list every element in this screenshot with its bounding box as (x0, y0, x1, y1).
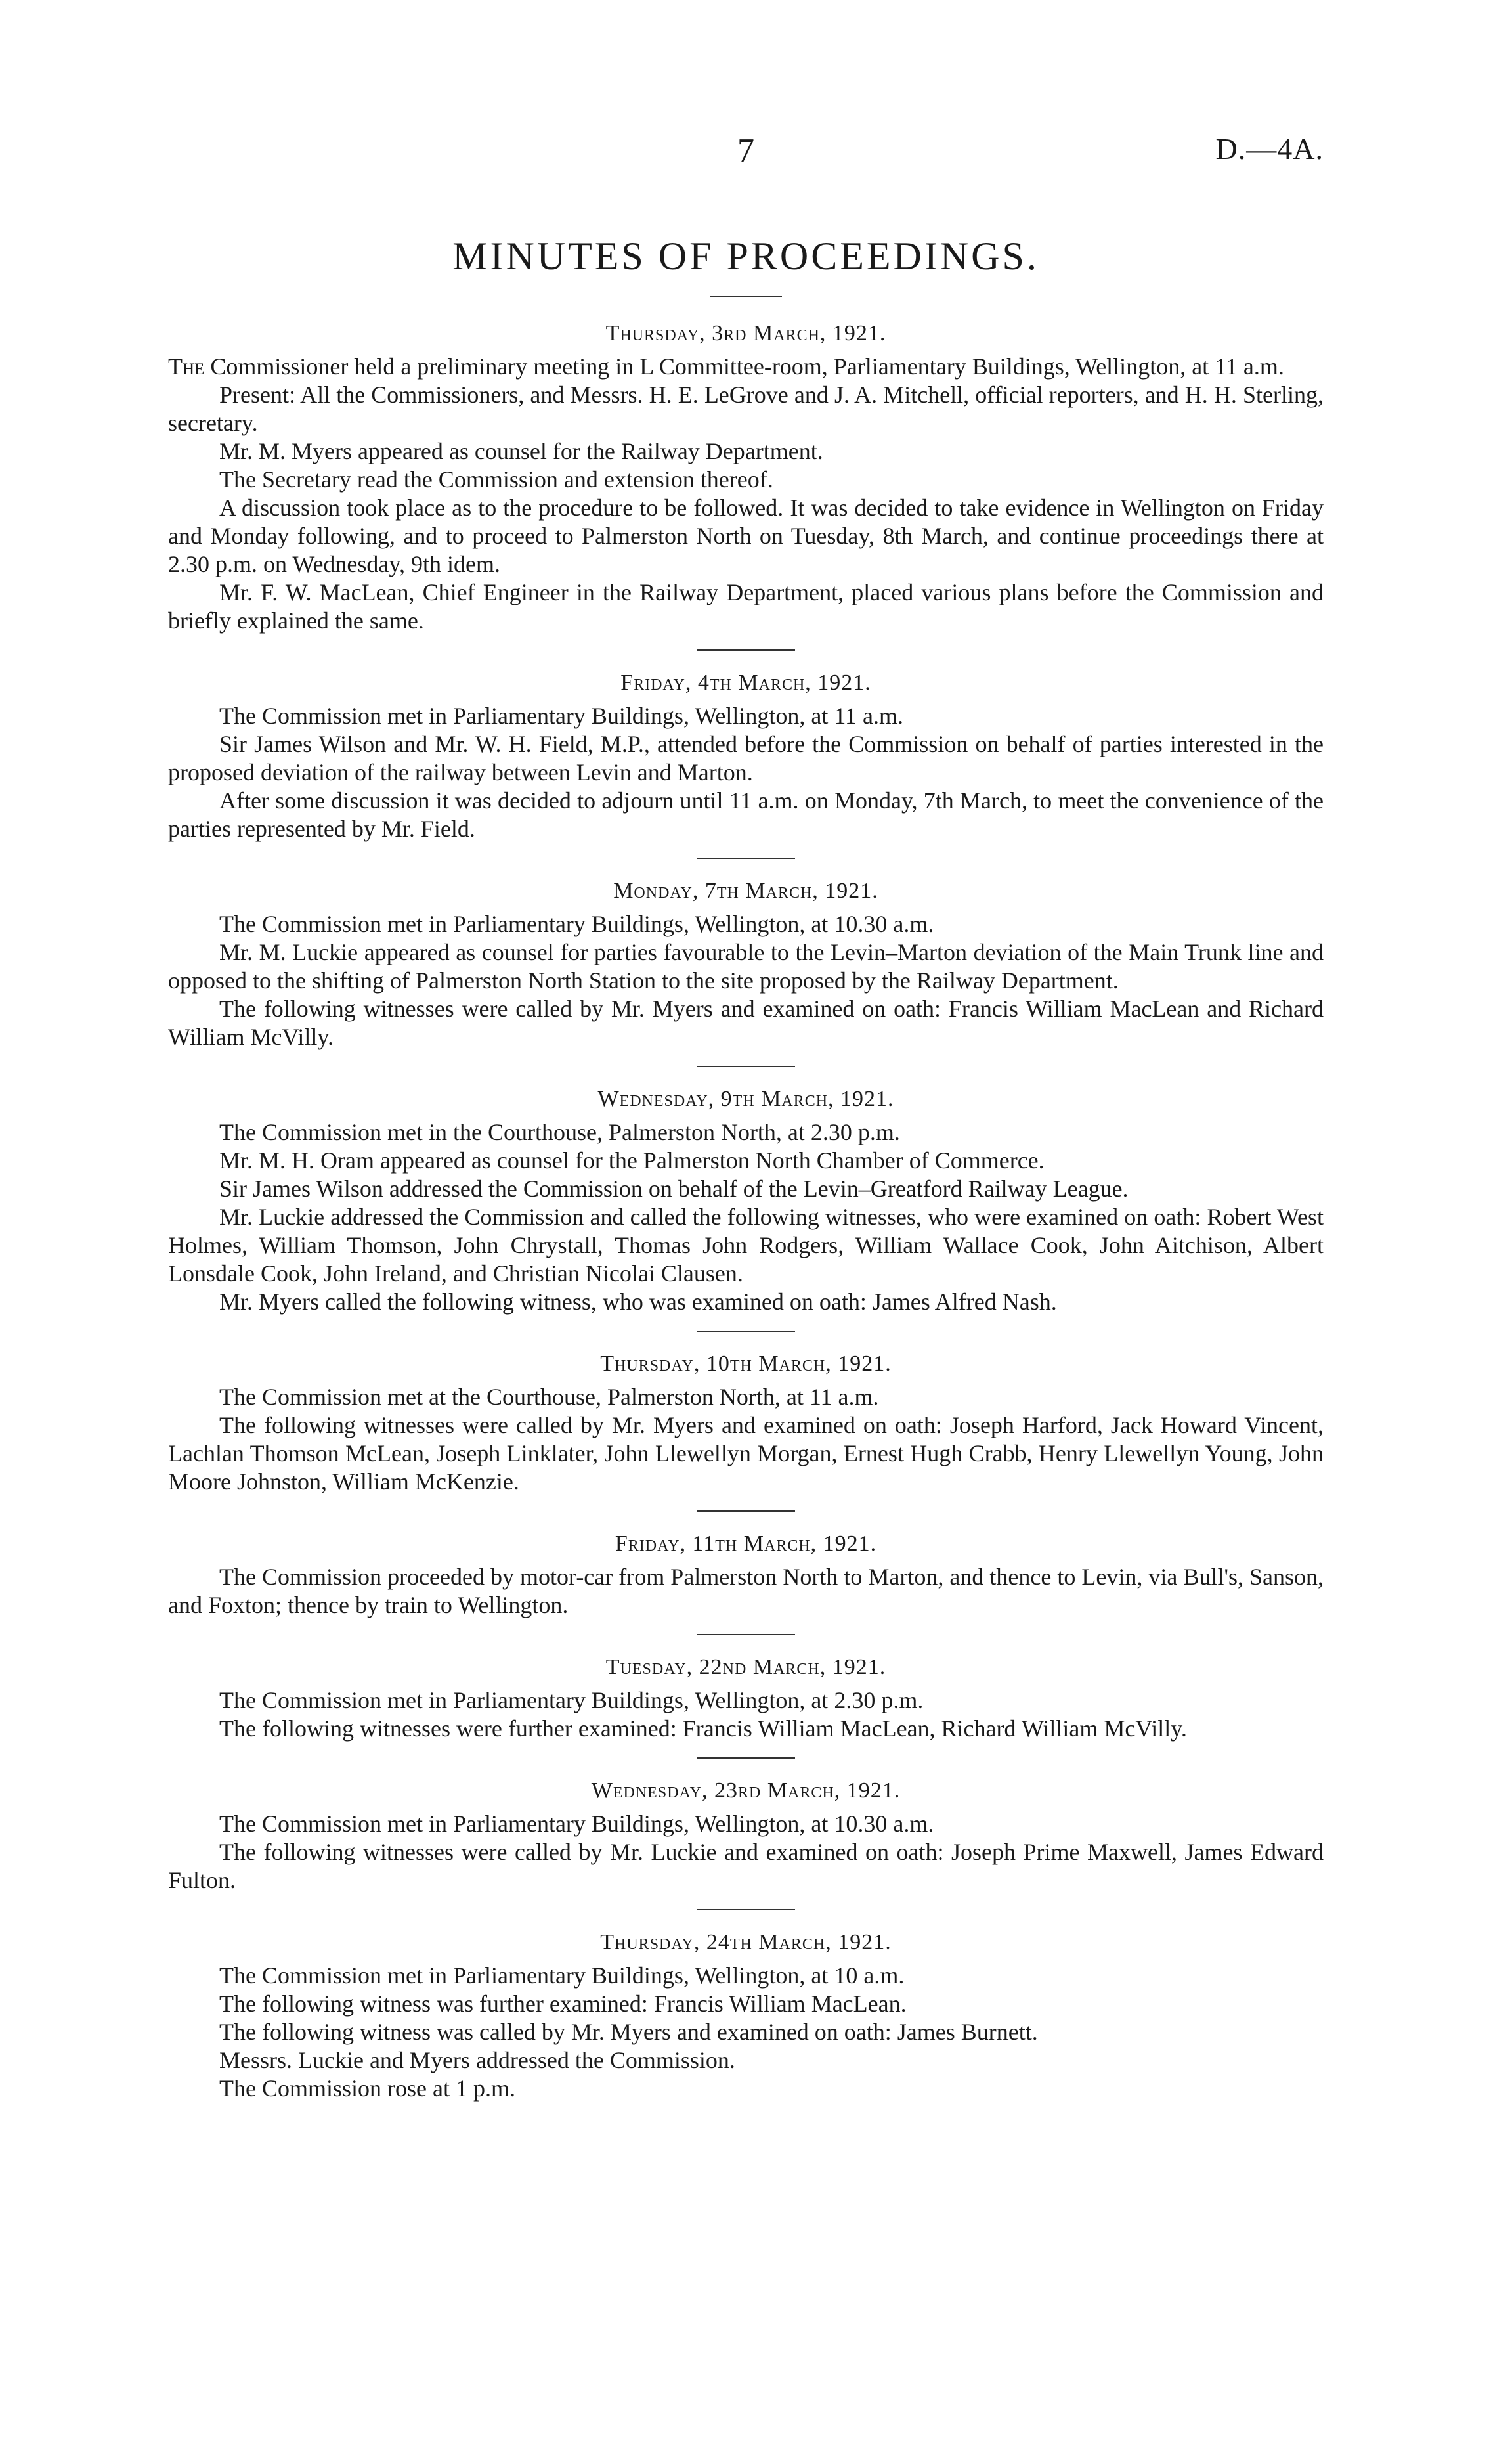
paragraph-text: Commissioner held a preliminary meeting in L Committee-room, Parliamentary Buildings, Wellington, at 11 a.m. (210, 353, 1284, 380)
minutes-paragraph: The Secretary read the Commission and extension thereof. (219, 466, 773, 493)
document-reference: D.—4A. (1215, 132, 1324, 165)
section-date: Wednesday, 9th March, 1921. (597, 1087, 894, 1111)
minutes-paragraph: Mr. M. Luckie appeared as counsel for parties favourable to the Levin–Marton deviation of the Main Trunk line and opposed to the shifting of Palmerston North Station to the site proposed by the Railway Department. (168, 939, 1324, 994)
lead-word: The (168, 353, 205, 380)
minutes-section (168, 1930, 1324, 2103)
section-date: Monday, 7th March, 1921. (613, 879, 878, 903)
minutes-paragraph: The Commission met in Parliamentary Buildings, Wellington, at 11 a.m. (219, 703, 903, 729)
section-divider (697, 1757, 795, 1759)
minutes-paragraph: The Commission met in Parliamentary Buildings, Wellington, at 10.30 a.m. (219, 1811, 934, 1837)
minutes-paragraph: The Commission met in Parliamentary Buildings, Wellington, at 2.30 p.m. (219, 1687, 924, 1713)
minutes-paragraph: Mr. Luckie addressed the Commission and called the following witnesses, who were examined on oath: Robert West Holmes, William Thomson, John Chrystall, Thomas John Rodgers, William Wallace Cook, John Aitchison, Albert Lonsdale Cook, John Ireland, and Christian Nicolai Clausen. (168, 1204, 1324, 1287)
minutes-paragraph: The Commission met in the Courthouse, Palmerston North, at 2.30 p.m. (219, 1119, 900, 1145)
minutes-paragraph: Mr. F. W. MacLean, Chief Engineer in the Railway Department, placed various plans before the Commission and briefly explained the same. (168, 579, 1324, 634)
page-number: 7 (737, 132, 754, 169)
minutes-paragraph: The following witnesses were called by Mr. Myers and examined on oath: Joseph Harford, Jack Howard Vincent, Lachlan Thomson McLean, Joseph Linklater, John Llewellyn Morgan, Ernest Hugh Crabb, Henry Llewellyn Young, John Moore Johnston, William McKenzie. (168, 1412, 1324, 1495)
minutes-paragraph: Mr. Myers called the following witness, who was examined on oath: James Alfred Nash. (219, 1288, 1057, 1315)
minutes-section (168, 879, 1324, 1051)
minutes-section (168, 1531, 1324, 1619)
section-date: Wednesday, 23rd March, 1921. (591, 1778, 901, 1803)
page-title: MINUTES OF PROCEEDINGS. (452, 234, 1039, 278)
section-divider (697, 1909, 795, 1910)
minutes-section (168, 1778, 1324, 1895)
section-date: Thursday, 24th March, 1921. (600, 1930, 892, 1954)
section-date: Friday, 11th March, 1921. (615, 1531, 877, 1556)
minutes-paragraph: The following witnesses were further examined: Francis William MacLean, Richard William McVilly. (219, 1715, 1187, 1742)
minutes-paragraph: The following witnesses were called by Mr. Myers and examined on oath: Francis William MacLean and Richard William McVilly. (168, 996, 1324, 1050)
section-divider (697, 649, 795, 651)
minutes-paragraph: Sir James Wilson addressed the Commission on behalf of the Levin–Greatford Railway League. (219, 1176, 1129, 1202)
section-divider (697, 858, 795, 859)
minutes-section (168, 1655, 1324, 1743)
minutes-section (168, 1352, 1324, 1496)
section-divider (697, 1331, 795, 1332)
section-divider (697, 1066, 795, 1067)
minutes-paragraph: Sir James Wilson and Mr. W. H. Field, M.P., attended before the Commission on behalf of parties interested in the proposed deviation of the railway between Levin and Marton. (168, 731, 1324, 785)
minutes-paragraph: The Commission met in Parliamentary Buildings, Wellington, at 10 a.m. (219, 1962, 905, 1989)
minutes-paragraph: The Commission rose at 1 p.m. (219, 2075, 515, 2102)
minutes-section (168, 671, 1324, 843)
title-divider (710, 296, 782, 297)
minutes-section (168, 1087, 1324, 1316)
section-date: Thursday, 3rd March, 1921. (605, 321, 886, 345)
minutes-paragraph: The Commission proceeded by motor-car from Palmerston North to Marton, and thence to Levin, via Bull's, Sanson, and Foxton; thence by train to Wellington. (168, 1564, 1324, 1618)
minutes-paragraph: Present: All the Commissioners, and Messrs. H. E. LeGrove and J. A. Mitchell, official reporters, and H. H. Sterling, secretary. (168, 382, 1324, 436)
section-divider (697, 1510, 795, 1512)
minutes-paragraph: Mr. M. Myers appeared as counsel for the Railway Department. (219, 438, 823, 464)
page-header (168, 131, 1324, 184)
section-divider (697, 1634, 795, 1635)
minutes-body (168, 321, 1324, 2103)
section-date: Tuesday, 22nd March, 1921. (605, 1655, 886, 1679)
minutes-paragraph: Mr. M. H. Oram appeared as counsel for the Palmerston North Chamber of Commerce. (219, 1147, 1045, 1174)
section-date: Thursday, 10th March, 1921. (600, 1352, 892, 1376)
section-date: Friday, 4th March, 1921. (620, 671, 871, 695)
minutes-paragraph: The following witness was called by Mr. Myers and examined on oath: James Burnett. (219, 2019, 1038, 2045)
minutes-paragraph: A discussion took place as to the procedure to be followed. It was decided to take evidence in Wellington on Friday and Monday following, and to proceed to Palmerston North on Tuesday, 8th March, and continue proceedings there at 2.30 p.m. on Wednesday, 9th idem. (168, 495, 1324, 577)
minutes-paragraph: After some discussion it was decided to adjourn until 11 a.m. on Monday, 7th March, to meet the convenience of the parties represented by Mr. Field. (168, 787, 1324, 842)
minutes-paragraph: The Commission met at the Courthouse, Palmerston North, at 11 a.m. (219, 1384, 879, 1410)
minutes-paragraph: Messrs. Luckie and Myers addressed the Commission. (219, 2047, 735, 2073)
minutes-paragraph: The following witness was further examined: Francis William MacLean. (219, 1991, 907, 2017)
minutes-paragraph: The Commission met in Parliamentary Buildings, Wellington, at 10.30 a.m. (219, 911, 934, 937)
minutes-paragraph: The following witnesses were called by Mr. Luckie and examined on oath: Joseph Prime Maxwell, James Edward Fulton. (168, 1839, 1324, 1893)
document-page (168, 131, 1324, 2103)
minutes-paragraph (168, 353, 1324, 381)
minutes-section (168, 321, 1324, 635)
